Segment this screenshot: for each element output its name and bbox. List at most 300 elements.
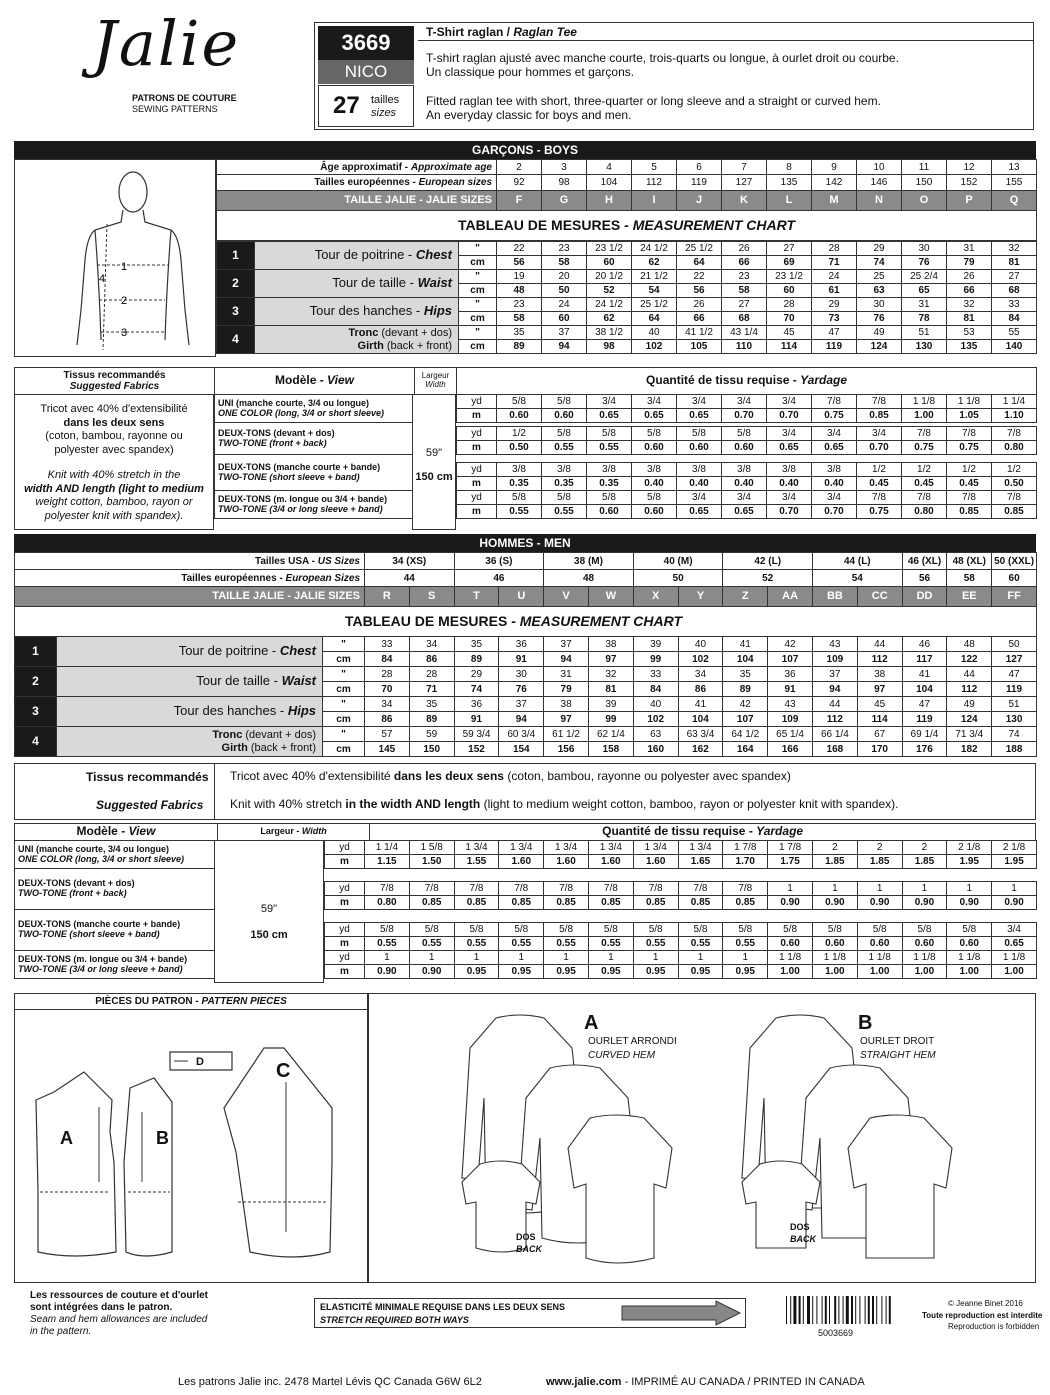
cm-value: 73 [812, 312, 857, 326]
inch-value: 48 [947, 637, 992, 652]
barcode-bar [793, 1296, 796, 1324]
inch-value: 35 [497, 326, 542, 340]
inch-value: 37 [812, 667, 857, 682]
logo [92, 4, 292, 84]
inch-value: 43 1/4 [722, 326, 767, 340]
yd-value: 7/8 [947, 427, 992, 441]
cm-value: 74 [857, 256, 902, 270]
boy-age: 8 [767, 160, 812, 175]
m-value: 0.60 [632, 505, 677, 519]
inch-value: 40 [678, 637, 723, 652]
cm-value: 68 [992, 284, 1037, 298]
row-number: 3 [15, 697, 57, 727]
cm-value: 102 [632, 340, 677, 354]
inch-value: 25 2/4 [902, 270, 947, 284]
cm-value: 112 [947, 682, 992, 697]
inch-value: 62 1/4 [588, 727, 633, 742]
cm-value: 140 [992, 340, 1037, 354]
m-value: 1.85 [857, 855, 902, 869]
unit-cm: cm [323, 712, 365, 727]
boy-eu: 119 [677, 175, 722, 191]
jalie-size: W [589, 587, 634, 607]
men-us: 46 (XL) [902, 553, 947, 570]
inch-value: 36 [768, 667, 813, 682]
m-value: 0.60 [632, 441, 677, 455]
cm-value: 89 [723, 682, 768, 697]
m-value: 0.65 [677, 409, 722, 423]
unit-cm: cm [323, 682, 365, 697]
yd-value: 1 1/8 [857, 951, 902, 965]
piece-b-label: B [156, 1128, 169, 1148]
yd-value: 5/8 [902, 923, 947, 937]
cm-value: 58 [722, 284, 767, 298]
cm-value: 109 [812, 652, 857, 667]
yd-value: 5/8 [768, 923, 813, 937]
jalie-size: O [902, 191, 947, 211]
inch-value: 29 [454, 667, 499, 682]
cm-value: 84 [365, 652, 410, 667]
boy-age: 5 [632, 160, 677, 175]
inch-value: 67 [857, 727, 902, 742]
cm-value: 70 [365, 682, 410, 697]
men-eu: 56 [902, 570, 947, 587]
yd-value: 1 1/4 [992, 395, 1037, 409]
yd-value: 1 [902, 882, 947, 896]
inch-value: 24 1/2 [632, 242, 677, 256]
boys-chart-title: TABLEAU DE MESURES - MEASUREMENT CHART [217, 211, 1037, 241]
m-value: 0.80 [992, 441, 1037, 455]
jalie-size-label: TAILLE JALIE - JALIE SIZES [15, 587, 365, 607]
cm-value: 110 [722, 340, 767, 354]
m-value: 0.65 [812, 441, 857, 455]
yd-value: 3/8 [587, 463, 632, 477]
boys-width: 59" 150 cm [412, 394, 456, 530]
cm-value: 86 [365, 712, 410, 727]
cm-value: 86 [678, 682, 723, 697]
yd-value: 1 7/8 [723, 841, 768, 855]
view-label: UNI (manche courte, 3/4 ou longue) ONE COLOR (long, 3/4 or short sleeve) [215, 395, 413, 423]
view-label: UNI (manche courte, 3/4 ou longue) ONE COLOR (long, 3/4 or short sleeve) [15, 841, 215, 869]
inch-value: 71 3/4 [947, 727, 992, 742]
yd-value: 5/8 [633, 923, 678, 937]
yd-value: 7/8 [365, 882, 410, 896]
inch-value: 37 [499, 697, 544, 712]
yd-value: 1 [544, 951, 589, 965]
yd-value: 1 1/8 [947, 395, 992, 409]
svg-text:3: 3 [121, 327, 128, 339]
inch-value: 28 [409, 667, 454, 682]
m-value: 0.85 [588, 896, 633, 910]
men-us: 40 (M) [633, 553, 723, 570]
yd-value: 5/8 [947, 923, 992, 937]
cm-value: 105 [677, 340, 722, 354]
inch-value: 34 [678, 667, 723, 682]
inch-value: 23 [542, 242, 587, 256]
inch-value: 33 [365, 637, 410, 652]
unit-m: m [457, 409, 497, 423]
yd-value: 1 [633, 951, 678, 965]
barcode-bar [812, 1296, 813, 1324]
cm-value: 119 [992, 682, 1037, 697]
inch-value: 59 3/4 [454, 727, 499, 742]
m-value: 0.55 [542, 505, 587, 519]
cm-value: 107 [723, 712, 768, 727]
inch-value: 28 [767, 298, 812, 312]
sizes-fr: tailles [371, 94, 400, 106]
inch-value: 25 1/2 [677, 242, 722, 256]
view-a-fr: OURLET ARRONDI [588, 1036, 677, 1047]
inch-value: 33 [992, 298, 1037, 312]
unit-yd: yd [457, 427, 497, 441]
yd-value: 2 [902, 841, 947, 855]
inch-value: 37 [544, 637, 589, 652]
inch-value: 34 [409, 637, 454, 652]
jalie-size: Y [678, 587, 723, 607]
cm-value: 74 [454, 682, 499, 697]
yd-value: 1 1/8 [812, 951, 857, 965]
desc-en-2: An everyday classic for boys and men. [426, 108, 632, 122]
piece-a-label: A [60, 1128, 73, 1148]
men-fabric-text-fr: Tricot avec 40% d'extensibilité dans les deux sens (coton, bambou, rayonne ou polyester avec spandex) [230, 769, 791, 783]
inch-value: 49 [857, 326, 902, 340]
inch-value: 26 [677, 298, 722, 312]
unit-inch: " [459, 242, 497, 256]
m-value: 0.85 [723, 896, 768, 910]
m-value: 1.00 [857, 965, 902, 979]
yd-value: 5/8 [365, 923, 410, 937]
yd-value: 1 [454, 951, 499, 965]
inch-value: 38 [588, 637, 633, 652]
cm-value: 60 [542, 312, 587, 326]
view-label: DEUX-TONS (manche courte + bande) TWO-TONE (short sleeve + band) [215, 455, 413, 491]
inch-value: 20 1/2 [587, 270, 632, 284]
boy-age: 4 [587, 160, 632, 175]
jalie-size: X [633, 587, 678, 607]
view-label: DEUX-TONS (devant + dos) TWO-TONE (front + back) [15, 869, 215, 910]
inch-value: 64 1/2 [723, 727, 768, 742]
m-value: 0.90 [902, 896, 947, 910]
cm-value: 61 [812, 284, 857, 298]
yd-value: 5/8 [723, 923, 768, 937]
yd-value: 7/8 [857, 491, 902, 505]
unit-yd: yd [325, 923, 365, 937]
m-value: 1.00 [992, 965, 1037, 979]
m-value: 0.70 [857, 441, 902, 455]
row-number: 4 [15, 727, 57, 757]
yd-value: 1 [365, 951, 410, 965]
cm-value: 114 [767, 340, 812, 354]
cm-value: 54 [632, 284, 677, 298]
yd-value: 3/8 [767, 463, 812, 477]
barcode-bar [786, 1296, 787, 1324]
measure-label: Tour de poitrine - Chest [255, 242, 459, 270]
m-value: 0.75 [947, 441, 992, 455]
yd-value: 3/4 [992, 923, 1037, 937]
m-value: 0.60 [677, 441, 722, 455]
yd-value: 5/8 [857, 923, 902, 937]
cm-value: 135 [947, 340, 992, 354]
inch-value: 39 [588, 697, 633, 712]
cm-value: 91 [454, 712, 499, 727]
cm-value: 62 [632, 256, 677, 270]
piece-d-label: D [196, 1056, 204, 1068]
sizes-count: 27 [333, 92, 360, 119]
cm-value: 97 [544, 712, 589, 727]
cm-value: 94 [544, 652, 589, 667]
unit-cm: cm [323, 652, 365, 667]
barcode-icon [784, 1296, 914, 1326]
cm-value: 86 [409, 652, 454, 667]
cm-value: 98 [587, 340, 632, 354]
yd-value: 7/8 [812, 395, 857, 409]
cm-value: 112 [812, 712, 857, 727]
inch-value: 59 [409, 727, 454, 742]
yd-value: 7/8 [454, 882, 499, 896]
m-value: 0.80 [365, 896, 410, 910]
cm-value: 102 [633, 712, 678, 727]
jalie-size: F [497, 191, 542, 211]
boy-age: 11 [902, 160, 947, 175]
men-eu: 54 [813, 570, 903, 587]
unit-yd: yd [457, 395, 497, 409]
unit-cm: cm [459, 340, 497, 354]
barcode-bar [881, 1296, 882, 1324]
inch-value: 45 [767, 326, 812, 340]
m-value: 0.55 [365, 937, 410, 951]
jalie-size: V [544, 587, 589, 607]
cm-value: 79 [947, 256, 992, 270]
inch-value: 19 [497, 270, 542, 284]
yd-value: 1 3/4 [633, 841, 678, 855]
unit-yd: yd [325, 951, 365, 965]
inch-value: 38 [544, 697, 589, 712]
yd-value: 5/8 [544, 923, 589, 937]
cm-value: 104 [723, 652, 768, 667]
seam-fr-2: sont intégrées dans le patron. [30, 1302, 173, 1313]
yd-value: 1/2 [902, 463, 947, 477]
barcode-bar [803, 1296, 804, 1324]
cm-value: 58 [542, 256, 587, 270]
inch-value: 26 [722, 242, 767, 256]
brand-sub-fr: PATRONS DE COUTURE [132, 93, 237, 103]
cm-value: 81 [992, 256, 1037, 270]
men-eu: 46 [454, 570, 544, 587]
yd-value: 2 [857, 841, 902, 855]
cm-value: 52 [587, 284, 632, 298]
cm-value: 62 [587, 312, 632, 326]
cm-value: 158 [588, 742, 633, 757]
men-eu: 48 [544, 570, 634, 587]
yd-value: 1 1/8 [902, 395, 947, 409]
barcode-bar [822, 1296, 823, 1324]
m-value: 0.95 [454, 965, 499, 979]
barcode-bar [807, 1296, 810, 1324]
men-us: 36 (S) [454, 553, 544, 570]
m-value: 0.95 [544, 965, 589, 979]
jalie-size: M [812, 191, 857, 211]
yd-value: 5/8 [632, 491, 677, 505]
m-value: 0.35 [587, 477, 632, 491]
website-link[interactable]: www.jalie.com [546, 1376, 622, 1388]
inch-value: 30 [902, 242, 947, 256]
inch-value: 25 [857, 270, 902, 284]
m-value: 0.55 [723, 937, 768, 951]
m-value: 0.70 [767, 505, 812, 519]
jalie-size: FF [992, 587, 1037, 607]
yd-value: 1 3/4 [454, 841, 499, 855]
barcode-bar [851, 1296, 853, 1324]
unit-m: m [457, 477, 497, 491]
cm-value: 162 [678, 742, 723, 757]
men-eu: 44 [365, 570, 455, 587]
inch-value: 43 [768, 697, 813, 712]
inch-value: 34 [365, 697, 410, 712]
inch-value: 24 1/2 [587, 298, 632, 312]
men-section-title: HOMMES - MEN [14, 534, 1036, 552]
unit-yd: yd [457, 491, 497, 505]
yd-value: 7/8 [902, 491, 947, 505]
inch-value: 44 [947, 667, 992, 682]
yd-value: 1 1/8 [947, 951, 992, 965]
m-value: 1.95 [947, 855, 992, 869]
yd-value: 1 [812, 882, 857, 896]
boy-age: 9 [812, 160, 857, 175]
m-value: 0.60 [542, 409, 587, 423]
m-value: 1.85 [812, 855, 857, 869]
inch-value: 49 [947, 697, 992, 712]
cm-value: 94 [542, 340, 587, 354]
m-value: 0.90 [768, 896, 813, 910]
m-value: 0.90 [409, 965, 454, 979]
barcode-bar [846, 1296, 849, 1324]
cm-value: 84 [992, 312, 1037, 326]
measure-label: Tronc (devant + dos) Girth (back + front) [255, 326, 459, 354]
cm-value: 64 [632, 312, 677, 326]
inch-value: 44 [857, 637, 902, 652]
cm-value: 182 [947, 742, 992, 757]
jalie-size: T [454, 587, 499, 607]
view-label: DEUX-TONS (manche courte + bande) TWO-TONE (short sleeve + band) [15, 910, 215, 951]
yd-value: 1 [409, 951, 454, 965]
boy-age: 6 [677, 160, 722, 175]
barcode-bar [843, 1296, 844, 1324]
pattern-name: NICO [318, 60, 414, 84]
m-value: 0.70 [722, 409, 767, 423]
m-value: 0.45 [947, 477, 992, 491]
unit-yd: yd [325, 882, 365, 896]
m-value: 0.85 [499, 896, 544, 910]
yd-value: 1 [588, 951, 633, 965]
unit-inch: " [323, 727, 365, 742]
yd-value: 5/8 [632, 427, 677, 441]
seam-en-2: in the pattern. [30, 1326, 92, 1337]
inch-value: 24 [812, 270, 857, 284]
cm-value: 89 [409, 712, 454, 727]
yd-value: 1 [947, 882, 992, 896]
m-value: 0.40 [722, 477, 767, 491]
cm-value: 76 [857, 312, 902, 326]
cm-value: 104 [902, 682, 947, 697]
yd-value: 1 3/4 [588, 841, 633, 855]
cm-value: 50 [542, 284, 587, 298]
yd-value: 3/4 [722, 491, 767, 505]
row-number: 4 [217, 326, 255, 354]
sizes-box [318, 85, 414, 127]
yd-value: 3/4 [767, 427, 812, 441]
yd-value: 1 3/4 [499, 841, 544, 855]
yd-value: 2 1/8 [947, 841, 992, 855]
barcode-bar [889, 1296, 891, 1324]
m-value: 0.55 [587, 441, 632, 455]
m-value: 0.75 [902, 441, 947, 455]
measure-label: Tronc (devant + dos) Girth (back + front) [57, 727, 323, 757]
yd-value: 7/8 [723, 882, 768, 896]
boys-measure-table [216, 241, 1037, 354]
cm-value: 160 [633, 742, 678, 757]
yd-value: 3/8 [812, 463, 857, 477]
m-value: 0.85 [857, 409, 902, 423]
m-value: 0.55 [678, 937, 723, 951]
yd-value: 5/8 [454, 923, 499, 937]
yd-value: 3/4 [857, 427, 902, 441]
yd-value: 1 1/4 [365, 841, 410, 855]
m-value: 0.40 [632, 477, 677, 491]
m-value: 0.95 [678, 965, 723, 979]
svg-text:2: 2 [121, 295, 128, 307]
yd-value: 5/8 [542, 491, 587, 505]
m-value: 0.85 [992, 505, 1037, 519]
men-size-table: Tailles USA - US Sizes 34 (XS) 36 (S) 38 (M) 40 (M) 42 (L) 44 (L) 46 (XL) 48 (XL) 50 (XXL) Tailles européennes - European Sizes 44 46 48 50 52 54 56 58 60 TAILLE JALIE - JALIE SIZES R S T U V W X Y Z AA BB CC DD EE FF TABLEAU DE MESURES - MEASUREMENT CHART [14, 552, 1037, 637]
yd-value: 7/8 [902, 427, 947, 441]
cm-value: 60 [587, 256, 632, 270]
m-value: 1.00 [768, 965, 813, 979]
inch-value: 22 [497, 242, 542, 256]
inch-value: 28 [365, 667, 410, 682]
cm-value: 102 [678, 652, 723, 667]
inch-value: 40 [633, 697, 678, 712]
inch-value: 29 [857, 242, 902, 256]
m-value: 0.95 [633, 965, 678, 979]
men-eu: 50 [633, 570, 723, 587]
yd-value: 2 [812, 841, 857, 855]
jalie-size: G [542, 191, 587, 211]
row-number: 3 [217, 298, 255, 326]
cm-value: 188 [992, 742, 1037, 757]
yd-value: 3/4 [812, 427, 857, 441]
cm-value: 63 [857, 284, 902, 298]
cm-value: 119 [812, 340, 857, 354]
piece-c-label: C [276, 1060, 291, 1082]
yd-value: 1 [857, 882, 902, 896]
inch-value: 74 [992, 727, 1037, 742]
cm-value: 89 [497, 340, 542, 354]
desc-en-1: Fitted raglan tee with short, three-quarter or long sleeve and a straight or curved hem. [426, 94, 881, 108]
yd-value: 3/4 [722, 395, 767, 409]
view-b-letter: B [858, 1012, 873, 1034]
boy-eu: 98 [542, 175, 587, 191]
yd-value: 7/8 [409, 882, 454, 896]
m-value: 0.60 [857, 937, 902, 951]
unit-m: m [325, 965, 365, 979]
m-value: 1.60 [499, 855, 544, 869]
m-value: 1.00 [902, 965, 947, 979]
copy-en: Reproduction is forbidden [948, 1322, 1040, 1331]
cm-value: 76 [499, 682, 544, 697]
inch-value: 45 [857, 697, 902, 712]
unit-inch: " [459, 326, 497, 340]
cm-value: 64 [677, 256, 722, 270]
inch-value: 65 1/4 [768, 727, 813, 742]
